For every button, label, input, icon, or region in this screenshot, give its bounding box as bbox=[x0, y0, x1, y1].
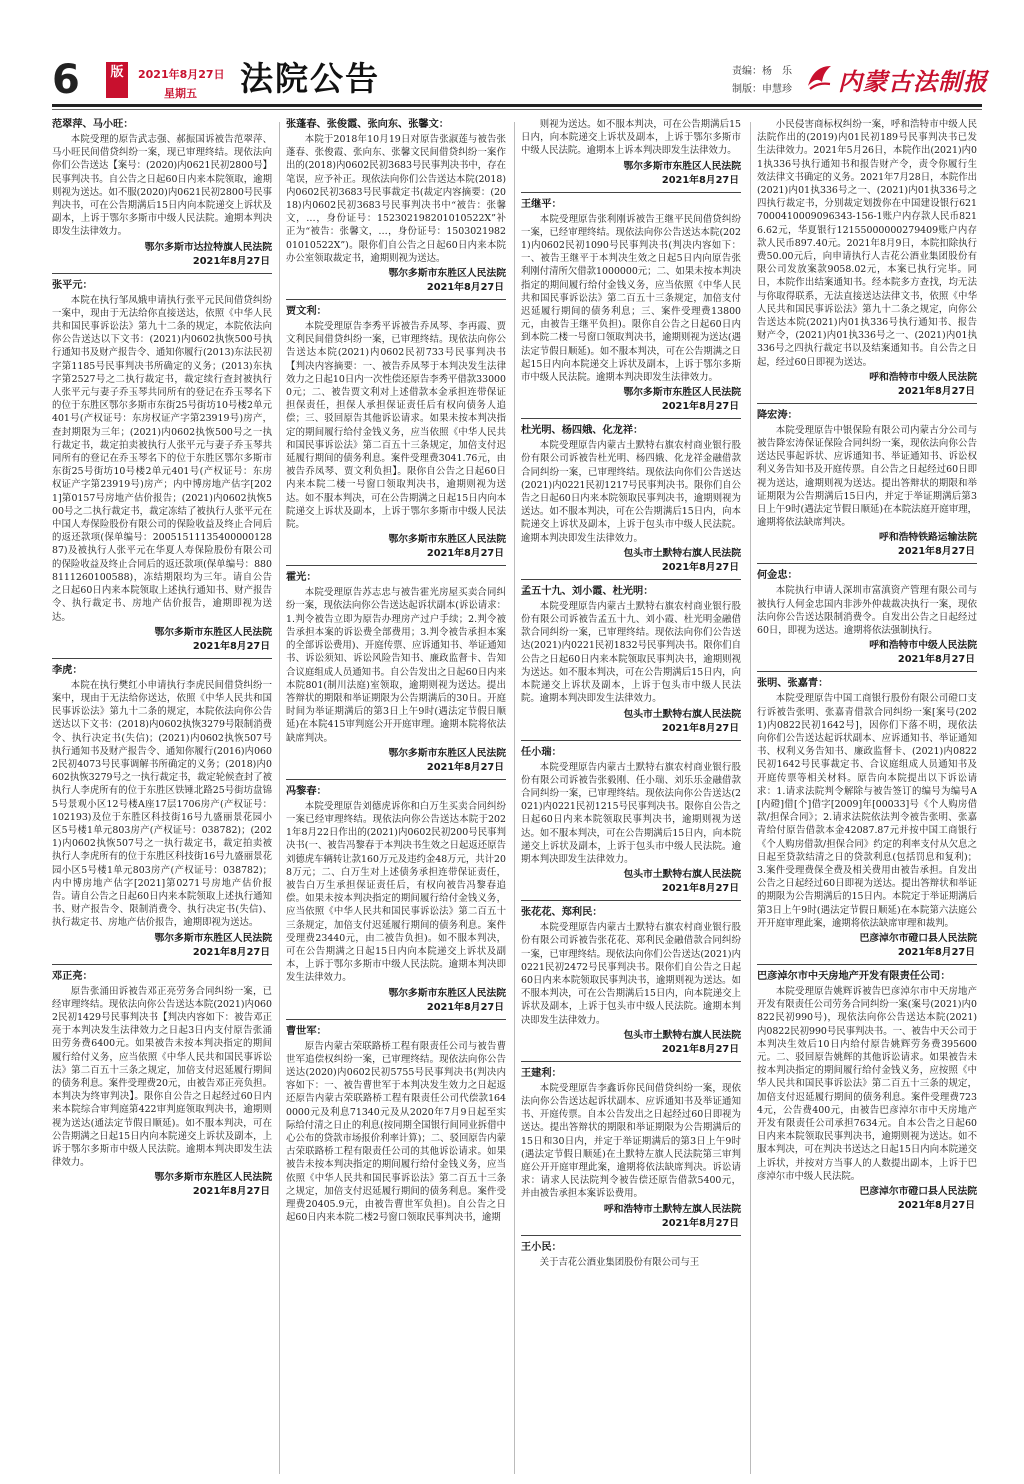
issue-date: 2021年8月27日 bbox=[138, 68, 225, 81]
notice-divider bbox=[757, 964, 977, 965]
notice-title: 杜光明、杨四娥、化龙祥： bbox=[521, 425, 644, 437]
notice-body: 本院受理原告张利刚诉被告王继平民间借贷纠纷一案，已经审理终结。现依法向你公告送达本院(2021)内0602民初1090号民事判决书(判决内容如下：一、被告王继平于本判决生效之日起5日内向原告张利刚付清所欠借款1000000元；二、如果未按本判决指定的期间履行给付金钱义务，应当依照《中华人民共和国民事诉讼法》第二百五十三条规定，加倍支付迟延履行期间的债务利息；三、案件受理费13800元，由被告王继平负担)。限你自公告之日起60日内到本院二楼一号窗口领取判决书，逾期则视为送达(遇法定节假日顺延)。如不服本判决，可在公告期满之日起15日内向本院递交上诉状及副本，上诉于鄂尔多斯市中级人民法院。逾期本判决即发生法律效力。 bbox=[521, 213, 741, 384]
column-4 bbox=[757, 118, 977, 1478]
column-divider bbox=[279, 122, 280, 1474]
notice bbox=[757, 569, 977, 672]
notice-body: 本院受理原告中国工商银行股份有限公司磴口支行诉被告张明、张嘉青借款合同纠纷一案[案号(2021)内0822民初1642号]，因你们下落不明，现依法向你们公告送达起诉状副本、应诉通知书、举证通知书、权利义务告知书、廉政监督卡、(2021)内0822民初1642号民事裁定书、合议庭组成人员通知书及开庭传票等相关材料。原告向本院提出以下诉讼请求：1.请求法院判令解除与被告签订的编号为编号A[内磴]借[个]借字[2009]年[00033]号《个人购房借款/担保合同》；2.请求法院依法判令被告张明、张嘉青给付原告借款本金42087.87元并按中国工商银行《个人购房借款/担保合同》约定的利率支付从欠息之日起至贷款结清之日的贷款利息(包括罚息和复利)；3.案件受理费保全费及相关费用由被告承担。自发出公告之日起经过60日即视为送达。提出答辩状和举证的期限为公告期满后的15日内。本院定于举证期满后第3日上午9时(遇法定节假日顺延)在本院第六法庭公开开庭审理此案，逾期将依法缺席审理和裁判。 bbox=[757, 693, 977, 929]
notice bbox=[757, 970, 977, 1213]
notice bbox=[52, 118, 272, 274]
notice-court: 巴彦淖尔市磴口县人民法院 bbox=[859, 932, 977, 944]
notice-body: 原告张涌田诉被告邓正亮劳务合同纠纷一案，已经审理终结。现依法向你公告送达本院(2021)内0602民初1429号民事判决书【判决内容如下：被告邓正亮于本判决发生法律效力之日起3日内支付原告张涌田劳务费6400元。如果被告未按本判决指定的期间履行给付义务，应当依照《中华人民共和国民事诉讼法》第二百五十三条之规定，加倍支付迟延履行期间的债务利息。案件受理费20元，由被告邓正亮负担。本判决为终审判决】。限你自公告之日起经过60日内来本院综合审判庭第422审判庭领取判决书，逾期则视为送达(通法定节假日顺延)。如不服本判决，可在公告期满之日起15日内向本院递交上诉状及副本，上诉于鄂尔多斯市中级人民法院。逾期本判决即发生法律效力。 bbox=[52, 985, 272, 1169]
notice-court: 包头市土默特右旗人民法院 bbox=[623, 1029, 741, 1041]
notice-date: 2021年8月27日 bbox=[426, 1001, 504, 1013]
notice-court: 呼和浩特铁路运输法院 bbox=[879, 532, 977, 544]
section-title: 法院公告 bbox=[240, 59, 380, 98]
notice bbox=[757, 409, 977, 565]
notice-date: 2021年8月27日 bbox=[661, 883, 739, 895]
notice-body: 关于吉花公酒业集团股份有限公司与王 bbox=[539, 1256, 700, 1268]
notice-title: 何金忠： bbox=[757, 570, 798, 582]
notice-body: 本院受理原告中银保险有限公司内蒙古分公司与被告降宏涛保证保险合同纠纷一案，现依法向你公告送达民事起诉状、应诉通知书、举证通知书、诉讼权利义务告知书及开庭传票。自公告之日起经过60日即视为送达，逾期则视为送达。提出答辩状的期限和举证期限为公告期满后15日内，并定于举证期满后第3日上午9时(遇法定节假日顺延)在本院法庭开庭审理，逾期将依法缺席判决。 bbox=[757, 424, 977, 529]
newspaper-logo-icon bbox=[804, 62, 834, 92]
masthead bbox=[52, 54, 988, 110]
notice-divider bbox=[286, 565, 506, 566]
notice-body: 本院在执行樊红小申请执行李虎民间借贷纠纷一案中，现由于无法给你送达，依照《中华人民共和国民事诉讼法》第九十二条的规定，本院依法向你公告送达以下文书：(2018)内0602执恢3279号限制消费令、执行决定书(失信)；(2021)内0602执恢507号执行通知书及财产报告令、通知你履行(2016)内0602民初4073号民事调解书所确定的义务；(2018)内0602执恢3279号之一执行裁定书，裁定轮候查封了被执行人李虎所有的位于东胜区铁锤北路25号街坊盘锦5号景观小区12号楼A座17层1706房产(产权证号：102193)及位于东胜区科技街16号九盛丽景花园小区5号楼1单元803房产(产权证号：038782)；(2021)内0602执恢507号之一执行裁定书，裁定拍卖被执行人李虎所有的位于东胜区科技街16号九盛丽景花园小区5号楼1单元803房产(产权证号：038782)；内中博房地产估字[2021]第0271号房地产估价报告。请自公告之日起60日内来本院领取上述执行通知书、财产报告令、限制消费令、执行决定书(失信)、执行裁定书、房地产估价报告，逾期即视为送达。 bbox=[52, 679, 272, 929]
notice-date: 2021年8月27日 bbox=[192, 946, 270, 958]
notice-date: 2021年8月27日 bbox=[426, 761, 504, 773]
column-3 bbox=[521, 118, 741, 1478]
notice-court: 包头市土默特右旗人民法院 bbox=[623, 708, 741, 720]
producer-credit: 制版：申慧珍 bbox=[732, 84, 792, 95]
notice-date: 2021年8月27日 bbox=[192, 255, 270, 267]
notice-court: 鄂尔多斯市东胜区人民法院 bbox=[623, 387, 741, 399]
notice-date: 2021年8月27日 bbox=[897, 654, 975, 666]
notice-divider bbox=[521, 1061, 741, 1062]
notice bbox=[521, 1241, 741, 1269]
notice-body: 本院受理原告李鑫诉你民间借贷纠纷一案，现依法向你公告送达起诉状副本、应诉通知书及举证通知书、开庭传票。自本公告发出之日起经过60日即视为送达。提出答辩状的期限和举证期限为公告期满后的15日和30日内，并定于举证期满后的第3日上午9时(遇法定节假日顺延)在土默特左旗人民法院第三审判庭公开开庭审理此案，逾期将依法缺席判决。诉讼请求：请求人民法院判令被告偿还原告借款5400元，并由被告承担本案诉讼费用。 bbox=[521, 1082, 741, 1200]
notice-body: 本院受理原告刘德虎诉你和白万生买卖合同纠纷一案已经审理终结。现依法向你公告送达本院于2021年8月22日作出的(2021)内0602民初200号民事判决书(一、被告冯黎春于本判决书生效之日起返还原告刘德虎车辆转让款160万元及违约金48万元，共计208万元；二、白万生对上述债务承担连带保证责任，被告白万生承担保证责任后，有权向被告冯黎春追偿。如果未按本判决指定的期间履行给付金钱义务，应当依照《中华人民共和国民事诉讼法》第二百五十三条规定，加倍支付迟延履行期间的债务利息。案件受理费23440元，由二被告负担)。如不服本判决，可在公告期满之日起15日内向本院递交上诉状及副本，上诉于鄂尔多斯市中级人民法院。逾期本判决即发生法律效力。 bbox=[286, 800, 506, 984]
notice-title: 王小民： bbox=[521, 1241, 562, 1253]
notice-date: 2021年8月27日 bbox=[661, 174, 739, 186]
notice-title: 邓正亮： bbox=[52, 970, 93, 982]
notice bbox=[521, 746, 741, 902]
notice-body: 本院受理原告苏志忠与被告霍光房屋买卖合同纠纷一案，现依法向你公告送达起诉状副本(诉讼请求：1.判令被告立即为原告办理房产过户手续；2.判令被告承担本案的诉讼费全部费用；3.判令被告承担本案的全部诉讼费用)、开庭传票、应诉通知书、举证通知书、诉讼须知、诉讼风险告知书、廉政监督卡、告知合议庭组成人员通知书。自公告发出之日起60日内来本院801(制川法庭)室领取，逾期则视为送达。提出答辩状的期限和举证期限为公告期满后的30日。开庭时间为举证期满后的第3日上午9时(遇法定节假日顺延)在本院415审判庭公开开庭审理。逾期本院将依法缺席判决。 bbox=[286, 587, 506, 744]
notice-divider bbox=[521, 740, 741, 741]
notice-court: 鄂尔多斯市东胜区人民法院 bbox=[388, 987, 506, 999]
header-rule bbox=[52, 104, 982, 107]
notice-title: 张蓬春、张俊霞、张向东、张馨文： bbox=[286, 119, 449, 130]
notice-date: 2021年8月27日 bbox=[897, 1200, 975, 1211]
notice bbox=[286, 118, 506, 300]
notice-court: 鄂尔多斯市东胜区人民法院 bbox=[623, 160, 741, 172]
notice-title: 孟五十九、刘小霞、杜光明： bbox=[521, 585, 654, 597]
notice-title: 贾文利： bbox=[286, 306, 327, 318]
notice bbox=[52, 664, 272, 965]
notice-title: 巴彦淖尔市中天房地产开发有限责任公司： bbox=[757, 970, 951, 982]
notice-court: 鄂尔多斯市东胜区人民法院 bbox=[388, 747, 506, 759]
notice-body: 本院受理原告姚辉诉被告巴彦淖尔市中天房地产开发有限责任公司劳务合同纠纷一案(案号(2021)内0822民初990号)，现依法向你公告送达本院(2021)内0822民初990号民事判决书。一、被告中天公司于本判决生效后10日内给付原告姚辉劳务费395600元。二、驳回原告姚辉的其他诉讼请求。如果被告未按本判决指定的期间履行给付金钱义务，应按照《中华人民共和国民事诉讼法》第二百五十三条的规定，加倍支付迟延履行期间的债务利息。案件受理费7234元，公告费400元，由被告巴彦淖尔市中天房地产开发有限责任公司承担7634元。自本公告之日起60日内来本院领取民事判决书，逾期则视为送达。如不服本判决，可在判决书送达之日起15日内向本院递交上诉状，并按对方当事人的人数提出副本，上诉于巴彦淖尔市中级人民法院。 bbox=[757, 985, 977, 1182]
notice bbox=[521, 906, 741, 1062]
notice-title: 王继平： bbox=[521, 198, 562, 210]
notice bbox=[286, 785, 506, 1020]
notice-divider bbox=[757, 563, 977, 564]
issue-weekday: 星期五 bbox=[164, 87, 197, 100]
notice-divider bbox=[52, 273, 272, 274]
notice-title: 冯黎春： bbox=[286, 785, 327, 797]
notice-court: 巴彦淖尔市磴口县人民法院 bbox=[859, 1186, 977, 1197]
notice-date: 2021年8月27日 bbox=[897, 946, 975, 958]
notice-divider bbox=[757, 403, 977, 404]
notice-body: 本院于2018年10月19日对原告张淑莲与被告张蓬春、张俊霞、张向东、张馨文民间借贷纠纷一案作出的(2018)内0602民初3683号民事判决书中，存在笔误，应予补正。现依法向你们公告送达本院(2018)内0602民初3683号民事裁定书(裁定内容摘要：(2018)内0602民初3683号民事判决书中“被告：张馨文，…，身份证号：152302198201010522X”补正为“被告：张馨文，…，身份证号：150302198201010522X”)。限你们自公告之日起60日内来本院办公室领取裁定书，逾期则视为送达。 bbox=[286, 134, 506, 264]
notice-body: 本院受理原告内蒙古土默特右旗农村商业银行股份有限公司诉被告孟五十九、刘小霞、杜光明金融借款合同纠纷一案，已审理终结。现依法向你们公告送达(2021)内0221民初1832号民事判决书。限你们自公告之日起60日内来本院领取民事判决书，逾期则视为送达。如不服本判决，可在公告期满后15日内，向本院递交上诉状及副本，上诉于包头市中级人民法院。逾期本判决即发生法律效力。 bbox=[521, 600, 741, 705]
notice-court: 包头市土默特右旗人民法院 bbox=[623, 869, 741, 881]
notice-divider bbox=[52, 964, 272, 965]
notice-date: 2021年8月27日 bbox=[661, 1043, 739, 1055]
notice-title: 张花花、郑利民： bbox=[521, 907, 603, 919]
notice-divider bbox=[757, 671, 977, 672]
notice-body: 本院在执行邹凤娥申请执行张平元民间借贷纠纷一案中，现由于无法给你直接送达，依照《中华人民共和国民事诉讼法》第九十二条的规定，本院依法向你公告送达以下文书：(2021)内0602执恢500号执行通知书及财产报告令、通知你履行(2013)东法民初字第1185号民事判决书所确定的义务；(2013)东执字第2527号之二执行裁定书，裁定续行查封被执行人张平元与妻子乔玉琴共同所有的登记在乔玉琴名下的位于东胜区鄂尔多斯市东街25号街坊10号楼2单元401号(产权证号：东房权证产字第23919号)房产，查封期限为三年；(2021)内0602执恢500号之一执行裁定书，裁定拍卖被执行人张平元与妻子乔玉琴共同所有的登记在乔玉琴名下的位于东胜区鄂尔多斯市东街25号街坊10号楼2单元401号(产权证号：东房权证产字第23919号)房产；内中博房地产估字[2021]第0157号房地产估价报告；(2021)内0602执恢500号之二执行裁定书，裁定冻结了被执行人张平元在中国人寿保险股份有限公司的保险收益及终止合同后的返还款项(保单编号：2005151113540000012887)及被执行人张平元在华夏人寿保险股份有限公司的保险收益及终止合同后的返还款项(保单编号：8808111260100588)，冻结期限均为三年。请自公告之日起60日内来本院领取上述执行通知书、财产报告令、执行裁定书、房地产估价报告，逾期即视为送达。 bbox=[52, 294, 272, 623]
notice bbox=[52, 279, 272, 659]
notice-divider bbox=[286, 1019, 506, 1020]
notice bbox=[521, 118, 741, 193]
notice-body: 本院受理原告李秀平诉被告乔凤琴、李再霞、贾文利民间借贷纠纷一案，已审理终结。现依法向你公告送达本院(2021)内0602民初733号民事判决书【判决内容摘要：一、被告乔凤琴于本判决发生法律效力之日起10日内一次性偿还原告李秀平借款330000元；二、被告贾文利对上述借款本金承担连带保证担保责任，担保人承担保证责任后有权向债务人追偿；三、驳回原告其他诉讼请求。如果未按本判决指定的期间履行给付金钱义务，应当依照《中华人民共和国民事诉讼法》第二百五十三条规定，加倍支付迟延履行期间的债务利息。案件受理费3041.76元，由被告乔凤琴、贾文利负担】。限你自公告之日起60日内来本院二楼一号窗口领取判决书，逾期则视为送达。如不服本判决，可在公告期满之日起15日内向本院递交上诉状及副本，上诉于鄂尔多斯市中级人民法院。 bbox=[286, 321, 506, 531]
notice-court: 呼和浩特市中级人民法院 bbox=[869, 640, 977, 652]
notice-divider bbox=[521, 900, 741, 901]
notice-date: 2021年8月27日 bbox=[661, 722, 739, 734]
notice-date: 2021年8月27日 bbox=[897, 385, 975, 397]
notice bbox=[286, 305, 506, 566]
notice-date: 2021年8月27日 bbox=[661, 561, 739, 573]
ban-label: 版 bbox=[106, 62, 128, 98]
column-divider bbox=[514, 122, 515, 1474]
editor-credit: 责编：杨 乐 bbox=[732, 66, 792, 77]
notice-divider bbox=[521, 1235, 741, 1236]
page-number: 6 bbox=[52, 57, 80, 103]
notice-date: 2021年8月27日 bbox=[192, 1186, 270, 1198]
notice-body: 本院执行申请人深圳市富滇资产管理有限公司与被执行人何金忠国内非涉外仲裁裁决执行一案，现依法向你公告送达限制消费令。自发出公告之日起经过60日，即视为送达。逾期将依法强制执行。 bbox=[757, 585, 977, 637]
notice-court: 鄂尔多斯市东胜区人民法院 bbox=[154, 626, 272, 638]
notice-court: 鄂尔多斯市达拉特旗人民法院 bbox=[144, 241, 272, 253]
notice-body: 则视为送达。如不服本判决，可在公告期满后15日内，向本院递交上诉状及副本，上诉于鄂尔多斯市中级人民法院。逾期本上诉本判决即发生法律效力。 bbox=[521, 119, 741, 157]
notice-body: 小民侵害商标权纠纷一案，呼和浩特市中级人民法院作出的(2019)内01民初189号民事判决书已发生法律效力。2021年5月26日，本院作出(2021)内01执336号执行通知书和报告财产令，责令你履行生效法律文书确定的义务。2021年7月28日，本院作出(2021)内01执336号之一、(2021)内01执336号之四执行裁定书，分别裁定划拨你在中国建设银行6217000410009096343-156-1账户内存款人民币8216.62元，华夏银行12155000000279409账户内存款人民币897.40元。2021年8月9日，本院扣除执行费50.00元后，向申请执行人吉花公酒业集团股份有限公司发放案款9058.02元，本案已执行完毕。同日，本院作出结案通知书。经本院多方查找，均无法与你取得联系，无法直接送达法律文书，依照《中华人民共和国民事诉讼法》第九十二条之规定，向你公告送达本院(2021)内01执336号执行通知书、报告财产令，(2021)内01执336号之一、(2021)内01执336号之四执行裁定书以及结案通知书。自公告之日起，经过60日即视为送达。 bbox=[757, 119, 977, 368]
notice-court: 鄂尔多斯市东胜区人民法院 bbox=[154, 1172, 272, 1184]
newspaper-name: 内蒙古法制报 bbox=[838, 68, 988, 96]
notice-divider bbox=[521, 418, 741, 419]
notice-title: 张明、张嘉青： bbox=[757, 678, 829, 690]
notice-date: 2021年8月27日 bbox=[897, 546, 975, 558]
notice-date: 2021年8月27日 bbox=[661, 1217, 739, 1229]
notice-body: 本院受理的原告武志强、郝振国诉被告范翠萍、马小旺民间借贷纠纷一案，现已审理终结。现依法向你们公告送达【案号：(2020)内0621民初2800号】民事判决书。自公告之日起60日内来本院领取，逾期则视为送达。如不服(2020)内0621民初2800号民事判决书，可在公告期满后15日内向本院递交上诉状及副本，上诉于鄂尔多斯市中级人民法院。逾期本判决即发生法律效力。 bbox=[52, 134, 272, 238]
notice-divider bbox=[286, 299, 506, 300]
header-rule-thin bbox=[52, 109, 982, 110]
notice-body: 本院受理原告内蒙古土默特右旗农村商业银行股份有限公司诉被告杜光明、杨四娥、化龙祥金融借款合同纠纷一案，已审理终结。现依法向你们公告送达(2021)内0221民初1217号民事判决书。限你们自公告之日起60日内来本院领取民事判决书，逾期则视为送达。如不服本判决，可在公告期满后15日内，向本院递交上诉状及副本，上诉于包头市中级人民法院。逾期本判决即发生法律效力。 bbox=[521, 440, 741, 544]
notice-date: 2021年8月27日 bbox=[426, 548, 504, 560]
notice bbox=[521, 1067, 741, 1236]
notice-title: 降宏涛： bbox=[757, 409, 798, 421]
notice-title: 霍光： bbox=[286, 572, 317, 584]
notice-court: 包头市土默特右旗人民法院 bbox=[623, 547, 741, 559]
notice bbox=[521, 198, 741, 420]
notice-divider bbox=[52, 658, 272, 659]
notice bbox=[757, 118, 977, 404]
notice-date: 2021年8月27日 bbox=[192, 640, 270, 652]
notice-title: 张平元： bbox=[52, 279, 93, 291]
notice-body: 本院受理原告内蒙古土默特右旗农村商业银行股份有限公司诉被告张花花、郑利民金融借款合同纠纷一案，已审理终结。现依法向你们公告送达(2021)内0221民初2472号民事判决书。限你们自公告之日起60日内来本院领取民事判决书，逾期则视为送达。如不服本判决，可在公告期满后15日内，向本院递交上诉状及副本，上诉于包头市中级人民法院。逾期本判决即发生法律效力。 bbox=[521, 922, 741, 1026]
notice bbox=[757, 677, 977, 965]
notice-date: 2021年8月27日 bbox=[426, 282, 504, 294]
notice-date: 2021年8月27日 bbox=[661, 401, 739, 413]
notice bbox=[286, 1025, 506, 1225]
notice-court: 呼和浩特市土默特左旗人民法院 bbox=[603, 1203, 741, 1215]
notice-title: 王建利： bbox=[521, 1067, 562, 1079]
notice bbox=[521, 585, 741, 741]
notice-divider bbox=[286, 779, 506, 780]
notice-body: 原告内蒙古荣联路桥工程有限责任公司与被告曹世军追偿权纠纷一案，已审理终结。现依法向你公告送达(2020)内0602民初5755号民事判决书(判决内容如下：一、被告曹世军于本判决发生效力之日起返还原告内蒙古荣联路桥工程有限责任公司代偿款1640000元及利息71340元及从2020年7月9日起至实际给付清之日止的利息(按同期全国银行间同业拆借中心公布的贷款市场报价利率计算)；二、驳回原告内蒙古荣联路桥工程有限责任公司的其他诉讼请求。如果被告未按本判决指定的期间履行给付金钱义务，应当依照《中华人民共和国民事诉讼法》第二百五十三条之规定，加倍支付迟延履行期间的债务利息。案件受理费20405.9元，由被告曹世军负担)。自公告之日起60日内来本院二楼2号窗口领取民事判决书，逾期 bbox=[286, 1040, 506, 1224]
notice-title: 范翠萍、马小旺： bbox=[52, 119, 134, 130]
column-divider bbox=[750, 122, 751, 1474]
notice-court: 鄂尔多斯市东胜区人民法院 bbox=[154, 932, 272, 944]
notice-divider bbox=[521, 579, 741, 580]
column-2 bbox=[286, 118, 506, 1478]
notice bbox=[52, 970, 272, 1200]
notice-title: 任小瑞： bbox=[521, 746, 562, 758]
column-1 bbox=[52, 118, 272, 1478]
notice bbox=[521, 424, 741, 580]
notice-divider bbox=[521, 192, 741, 193]
notice-court: 鄂尔多斯市东胜区人民法院 bbox=[388, 534, 506, 546]
newspaper-logo bbox=[804, 60, 994, 96]
notice-court: 呼和浩特市中级人民法院 bbox=[869, 371, 977, 383]
notice-body: 本院受理原告内蒙古土默特右旗农村商业银行股份有限公司诉被告张毅刚、任小瑞、刘乐乐金融借款合同纠纷一案，已审理终结。现依法向你公告送达(2021)内0221民初1215号民事判决书。限你自公告之日起60日内来本院领取民事判决书，逾期则视为送达。如不服本判决，可在公告期满后15日内，向本院递交上诉状及副本，上诉于包头市中级人民法院。逾期本判决即发生法律效力。 bbox=[521, 761, 741, 865]
notice bbox=[286, 571, 506, 779]
notice-title: 李虎： bbox=[52, 664, 83, 676]
notice-court: 鄂尔多斯市东胜区人民法院 bbox=[388, 268, 506, 280]
notice-title: 曹世军： bbox=[286, 1025, 327, 1037]
